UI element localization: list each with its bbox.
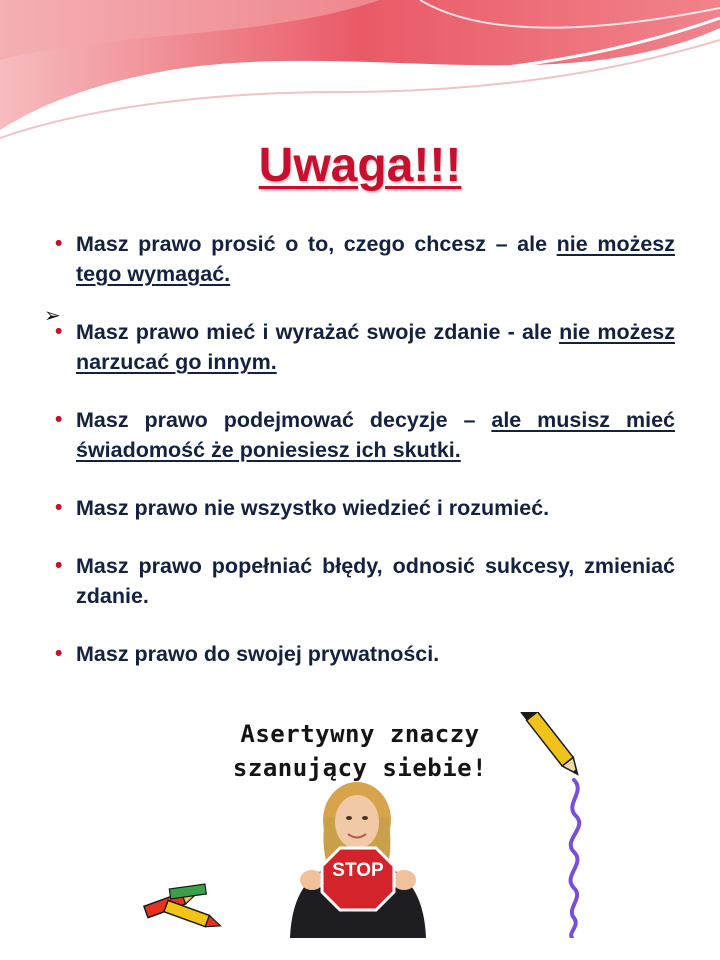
underlined-text: nie możesz narzucać go innym. [76, 320, 675, 374]
list-item: • Masz prawo popełniać błędy, odnosić sukcesy, zmieniać zdanie. [55, 551, 675, 611]
page-title: Uwaga!!! [258, 139, 462, 192]
rights-list [55, 229, 675, 669]
illustration-caption-line2: szanujący siebie! [232, 754, 488, 782]
assertiveness-illustration [140, 712, 595, 938]
list-item: • Masz prawo do swojej prywatności. [55, 639, 675, 669]
list-item: • Masz prawo nie wszystko wiedzieć i rozumieć. [55, 493, 675, 523]
pencil-icon [140, 712, 595, 938]
list-item: • Masz prawo prosić o to, czego chcesz – ale nie możesz tego wymagać. [55, 229, 675, 289]
underlined-text: ale musisz mieć świadomość że poniesiesz ich skutki. [76, 408, 675, 462]
illustration-caption-line1: Asertywny znaczy [240, 720, 480, 748]
list-item: • Masz prawo podejmować decyzje – ale musisz mieć świadomość że poniesiesz ich skutki. [55, 405, 675, 465]
decorative-wave-header [0, 0, 720, 140]
underlined-text: nie możesz tego wymagać. [76, 232, 675, 286]
arrow-bullet-icon: ➢ [44, 305, 61, 327]
stop-sign-label: STOP [332, 860, 384, 881]
list-item: • Masz prawo mieć i wyrażać swoje zdanie - ale nie możesz narzucać go innym. [55, 317, 675, 377]
